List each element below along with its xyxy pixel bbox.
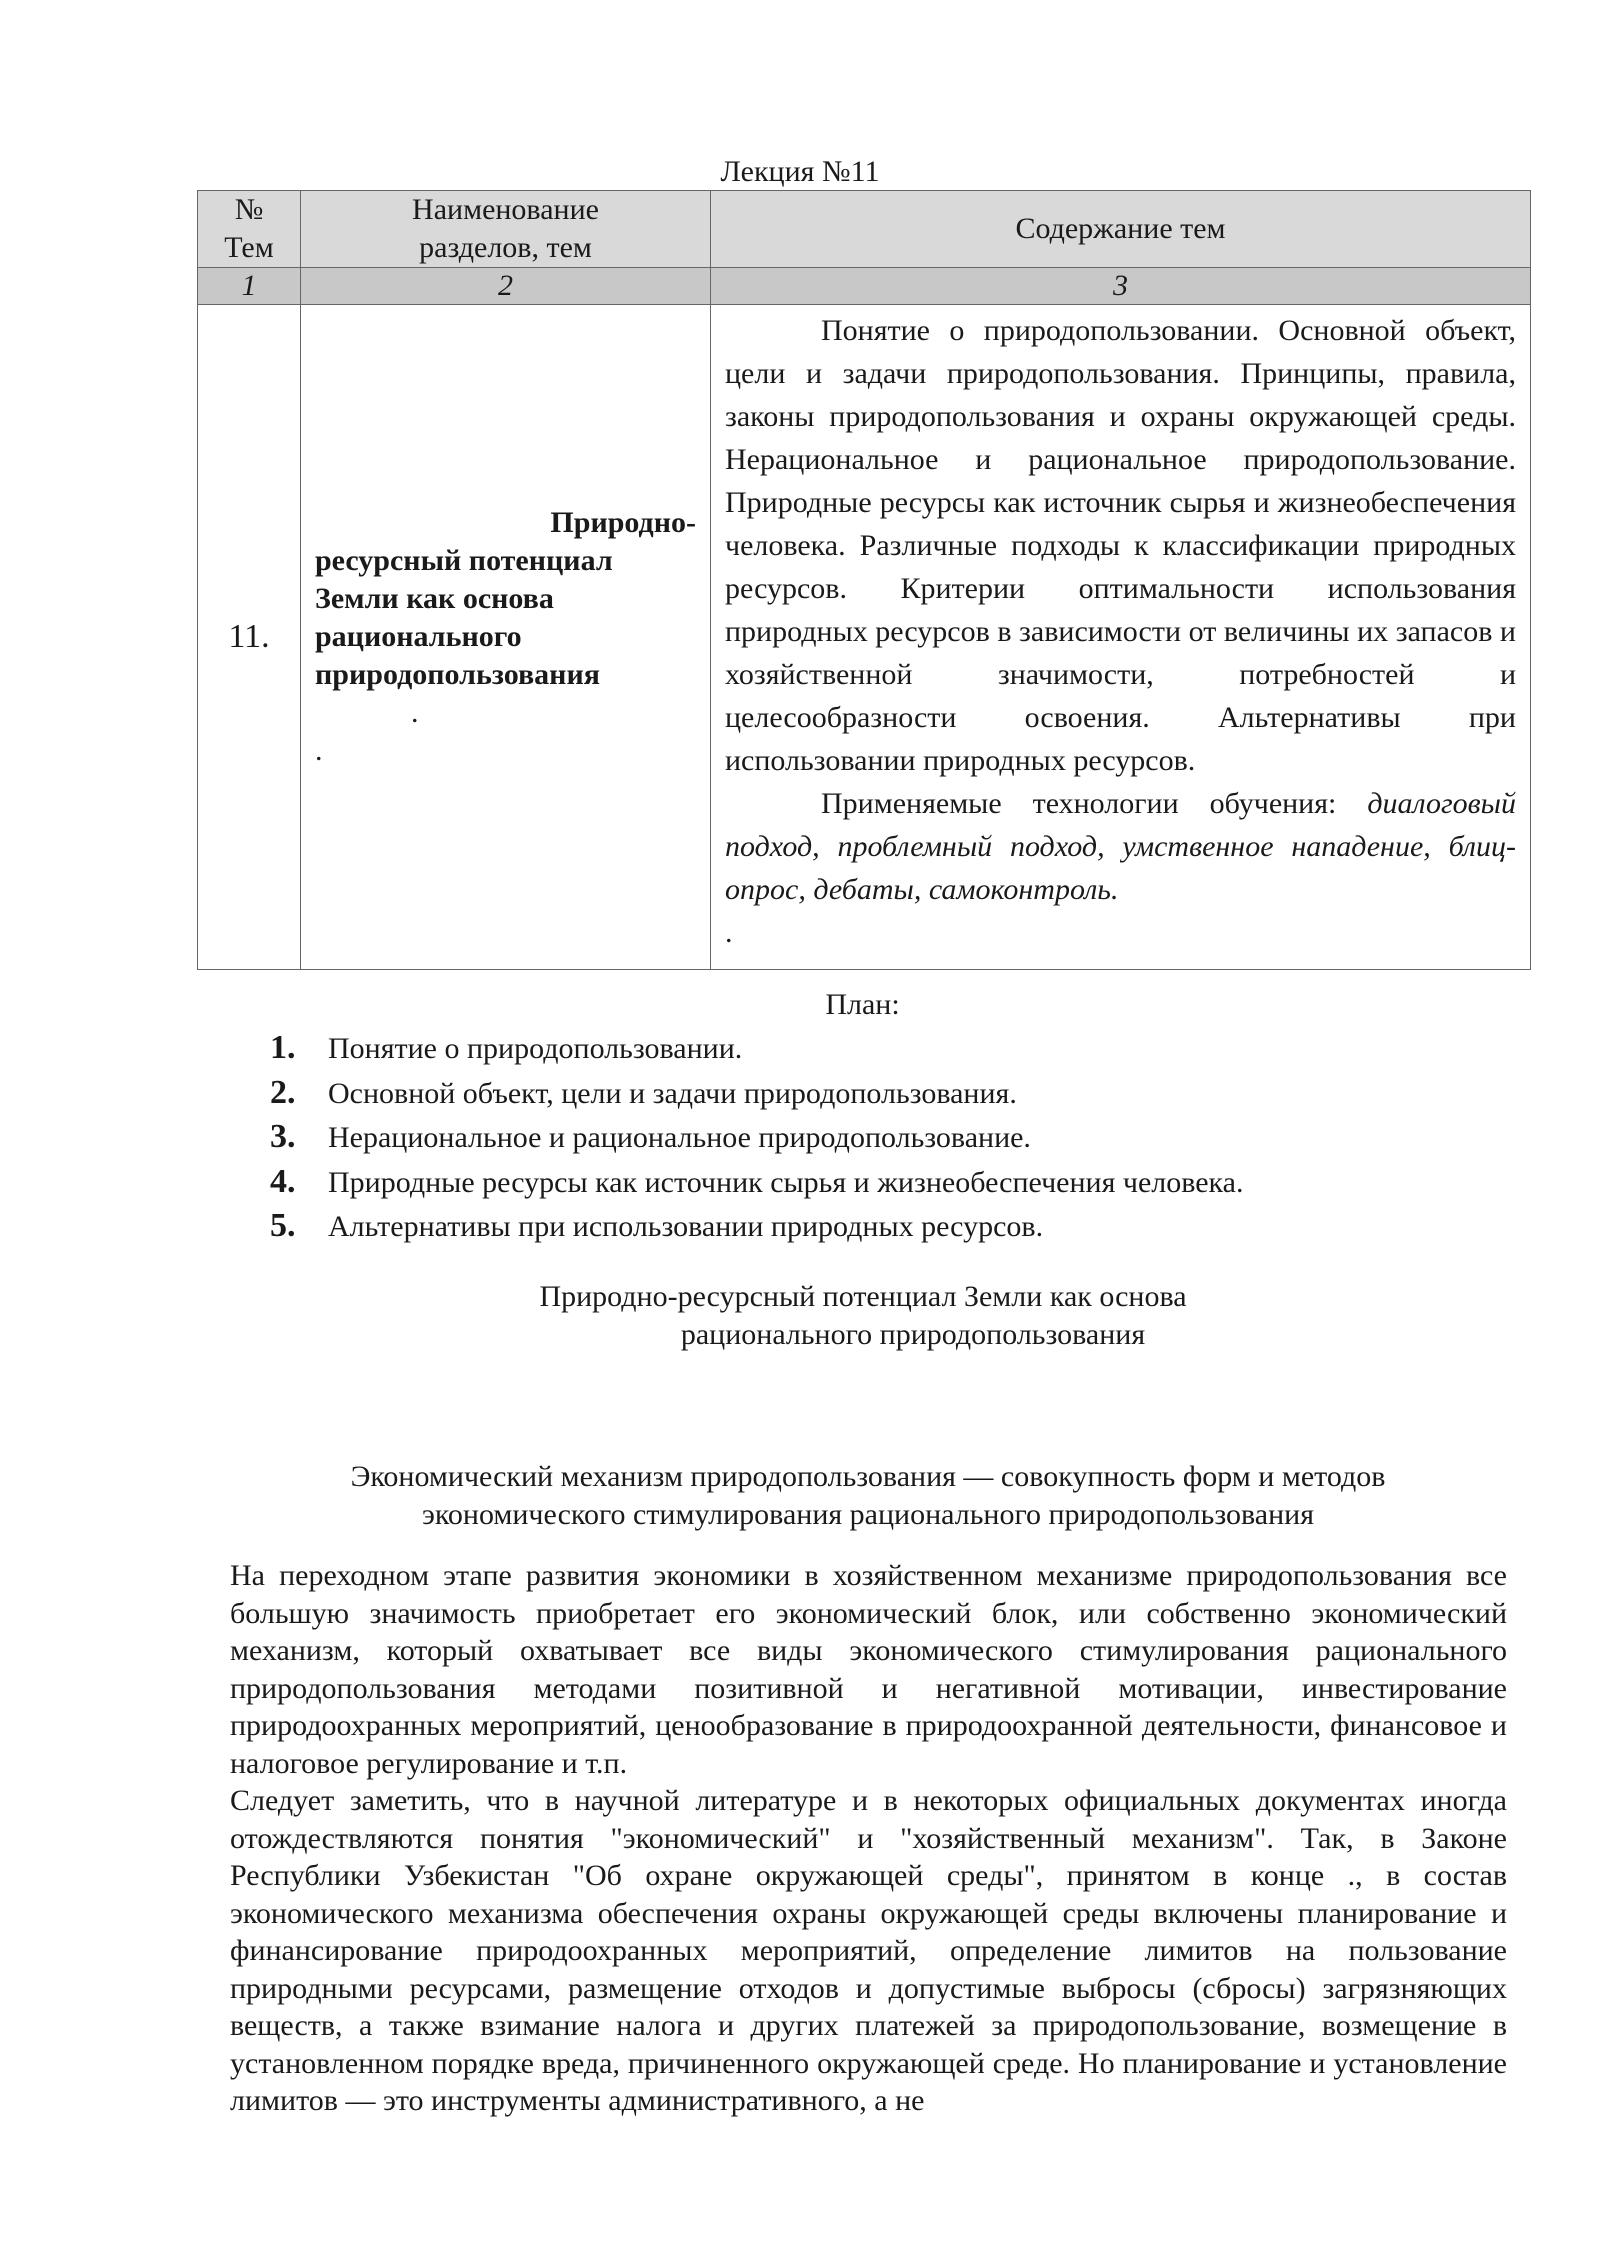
teaching-technologies — [725, 782, 1516, 911]
header-name-line1: Наименование — [412, 193, 599, 226]
plan-item-text: Нерациональное и рациональное природопользование. — [328, 1121, 1031, 1154]
table-header-row — [198, 191, 1531, 268]
list-item — [270, 1204, 1244, 1249]
plan-item-number: 1. — [270, 1029, 296, 1066]
body-paragraph-1: На переходном этапе развития экономики в хозяйственном механизме природопользования все большую значимость приобретает его экономический блок, или собственно экономический механизм, который охватывает все виды экономического стимулирования рационального природопользования методами позитивной и негативной мотивации, инвестирование природоохранных мероприятий, ценообразование в природоохранной деятельности, финансовое и налоговое регулирование и т.п. — [230, 1559, 1507, 1780]
topic-name-line5: природопользования — [315, 658, 600, 691]
plan-item-text: Основной объект, цели и задачи природопользования. — [328, 1076, 1017, 1110]
plan-title: План: — [825, 988, 900, 1021]
topic-content-paragraph: Понятие о природопользовании. Основной объект, цели и задачи природопользования. Принципы, правила, законы природопользования и охраны окружающей среды. Нерациональное и рациональное природопользование. Природные ресурсы как источник сырья и жизнеобеспечения человека. Различные подходы к классификации природных ресурсов. Критерии оптимальности использования природных ресурсов в зависимости от величины их запасов и хозяйственной значимости, потребностей и целесообразности освоения. Альтернативы при использовании природных ресурсов. — [725, 314, 1516, 777]
list-item — [270, 1071, 1244, 1116]
topic-content-cell — [711, 305, 1531, 970]
plan-item-number: 2. — [270, 1073, 296, 1111]
topics-table — [197, 190, 1531, 970]
section-heading-line1: Природно-ресурсный потенциал Земли как основа — [539, 1280, 1187, 1313]
topic-name-dot1: . — [411, 696, 419, 729]
subheading-line2: экономического стимулирования рационального природопользования — [421, 1498, 1314, 1531]
topic-number: 11. — [198, 305, 301, 970]
lecture-title: Лекция №11 — [720, 155, 880, 188]
topic-name-line1: Природно- — [550, 506, 696, 539]
plan-item-text: Альтернативы при использовании природных ресурсов. — [328, 1210, 1044, 1243]
index-cell-1: 1 — [198, 268, 301, 305]
topic-name-line3: Земли как основа — [315, 582, 554, 615]
topic-content-dot: . — [725, 916, 733, 949]
header-num — [198, 191, 301, 268]
list-item — [270, 1115, 1244, 1160]
plan-item-number: 5. — [270, 1207, 296, 1244]
body-paragraph-2: Следует заметить, что в научной литературе и в некоторых официальных документах иногда отождествляются понятия "экономический" и "хозяйственный механизм". Так, в Законе Республики Узбекистан "Об охране окружающей среды", принятом в конце ., в состав экономического механизма обеспечения охраны окружающей среды включены планирование и финансирование природоохранных мероприятий, определение лимитов на пользование природными ресурсами, размещение отходов и допустимые выбросы (сбросы) загрязняющих веществ, а также взимание налога и других платежей за природопользование, возмещение в установленном порядке вреда, причиненного окружающей среде. Но планирование и установление лимитов — это инструменты административного, а не — [230, 1784, 1507, 2117]
list-item — [270, 1160, 1244, 1205]
plan-item-text: Понятие о природопользовании. — [328, 1032, 743, 1065]
table-index-row — [198, 268, 1531, 305]
section-heading-line2: рационального природопользования — [680, 1318, 1146, 1351]
header-name — [301, 191, 711, 268]
plan-list — [270, 1026, 1244, 1249]
teaching-technologies-label: Применяемые технологии обучения: — [821, 787, 1368, 820]
topic-name-line4: рационального — [315, 620, 522, 653]
list-item — [270, 1026, 1244, 1071]
header-num-line2: Тем — [224, 231, 274, 264]
plan-item-text: Природные ресурсы как источник сырья и жизнеобеспечения человека. — [328, 1165, 1244, 1199]
topic-name-line2: ресурсный потенциал — [315, 544, 613, 577]
plan-item-number: 3. — [270, 1118, 296, 1155]
header-num-line1: № — [234, 193, 264, 226]
index-cell-3: 3 — [711, 268, 1531, 305]
header-name-line2: разделов, тем — [419, 231, 592, 264]
main-text — [230, 1557, 1507, 2120]
topic-name-dot2: . — [315, 734, 323, 767]
table-row — [198, 305, 1531, 970]
teaching-technologies-list: диалоговый подход, проблемный подход, умственное нападение, блиц-опрос, дебаты, самоконтроль. — [725, 787, 1516, 906]
topic-name-cell — [301, 305, 711, 970]
subheading-line1: Экономический механизм природопользования — совокупность форм и методов — [350, 1460, 1386, 1493]
plan-item-number: 4. — [270, 1162, 296, 1200]
index-cell-2: 2 — [301, 268, 711, 305]
header-content: Содержание тем — [711, 191, 1531, 268]
